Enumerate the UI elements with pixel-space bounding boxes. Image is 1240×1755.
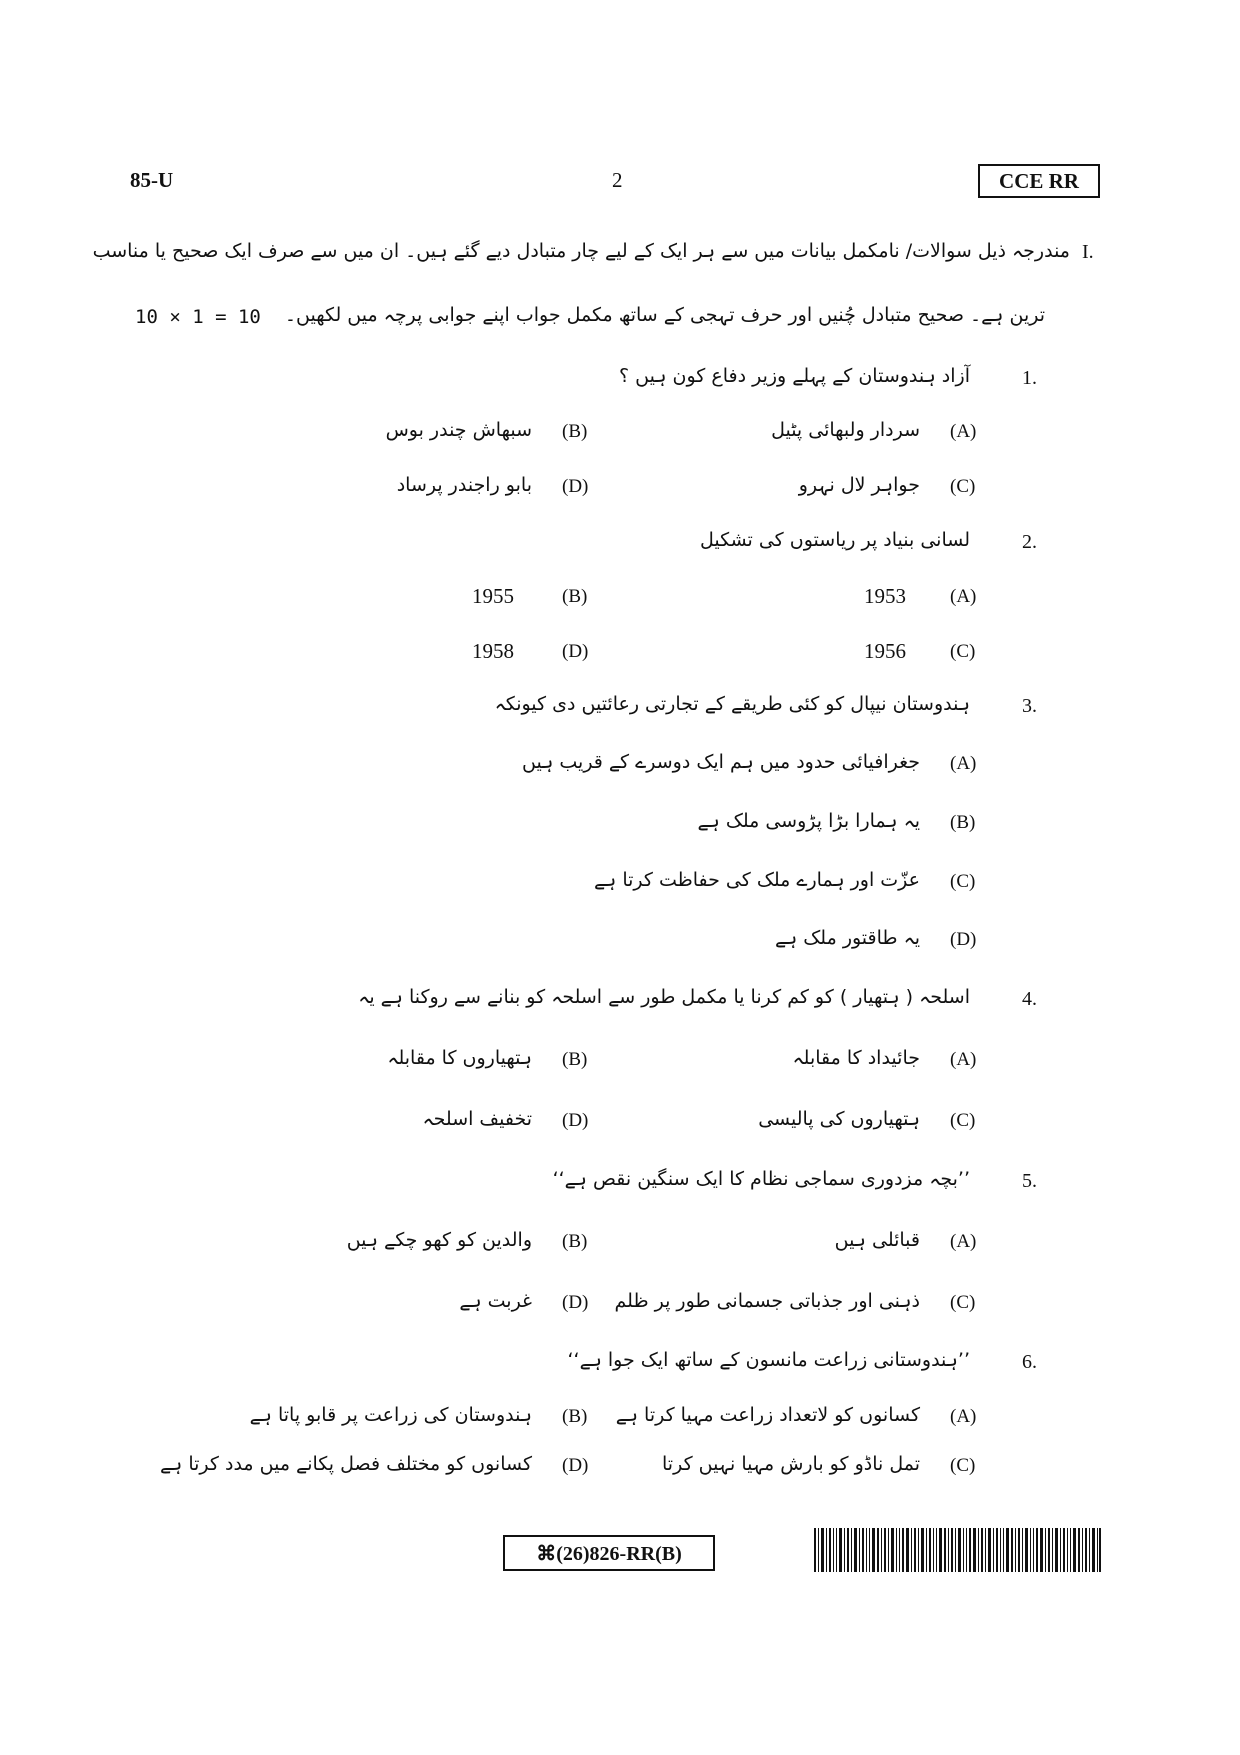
option-text: غربت ہے [459,1290,532,1312]
question-text: ہندوستان نیپال کو کئی طریقے کے تجارتی رعائتیں دی کیونکہ [494,693,970,715]
option-text: سردار ولبھائی پٹیل [771,419,920,441]
option-text: ہتھیاروں کی پالیسی [758,1108,920,1130]
option-text: تمل ناڈو کو بارش مہیا نہیں کرتا [662,1453,920,1475]
option-text: جائیداد کا مقابلہ [792,1047,920,1069]
option-text: ذہنی اور جذباتی جسمانی طور پر ظلم [614,1290,920,1312]
series-box: CCE RR [978,164,1100,198]
option-text: کسانوں کو مختلف فصل پکانے میں مدد کرتا ہے [160,1453,532,1475]
option-label: (A) [950,1231,977,1252]
question-number: 2. [1022,531,1037,553]
option-label: (B) [562,421,588,442]
instruction-line-2: ترین ہے۔ صحیح متبادل چُنیں اور حرف تہجی کے ساتھ مکمل جواب اپنے جوابی پرچہ میں لکھیں۔ [284,304,1045,326]
option-text: عزّت اور ہمارے ملک کی حفاظت کرتا ہے [594,869,920,891]
paper-code: 85-U [130,168,174,192]
question-text: لسانی بنیاد پر ریاستوں کی تشکیل [699,529,970,551]
option-label: (A) [950,1049,977,1070]
option-label: (D) [562,1292,589,1313]
option-label: (D) [562,1110,589,1131]
booklet-code: ⌘(26)826-RR(B) [503,1535,715,1571]
option-label: (A) [950,753,977,774]
option-text: بابو راجندر پرساد [396,474,532,496]
option-text: 1958 [472,639,514,663]
option-text: قبائلی ہیں [834,1229,920,1251]
option-label: (D) [562,1455,589,1476]
question-text: اسلحہ ( ہتھیار ) کو کم کرنا یا مکمل طور سے اسلحہ کو بنانے سے روکنا ہے یہ [358,986,970,1008]
option-label: (D) [562,641,589,662]
option-label: (B) [562,1406,588,1427]
option-label: (C) [950,1110,976,1131]
option-text: والدین کو کھو چکے ہیں [346,1229,532,1251]
option-text: ہتھیاروں کا مقابلہ [387,1047,532,1069]
option-text: تخفیف اسلحہ [422,1108,532,1130]
option-label: (B) [562,1049,588,1070]
option-text: یہ ہمارا بڑا پڑوسی ملک ہے [697,810,920,832]
option-label: (B) [562,1231,588,1252]
option-label: (A) [950,421,977,442]
option-label: (B) [562,586,588,607]
option-text: جغرافیائی حدود میں ہم ایک دوسرے کے قریب ہیں [522,751,920,773]
option-text: یہ طاقتور ملک ہے [775,927,920,949]
option-text: 1955 [472,584,514,608]
option-label: (C) [950,641,976,662]
option-text: 1956 [864,639,906,663]
question-text: ’’ہندوستانی زراعت مانسون کے ساتھ ایک جوا ہے‘‘ [567,1349,970,1371]
option-label: (C) [950,871,976,892]
option-label: (C) [950,1292,976,1313]
question-number: 6. [1022,1351,1037,1373]
option-label: (D) [950,929,977,950]
option-label: (A) [950,1406,977,1427]
barcode-icon [814,1528,1101,1572]
option-text: کسانوں کو لاتعداد زراعت مہیا کرتا ہے [615,1404,920,1426]
question-number: 4. [1022,988,1037,1010]
question-number: 3. [1022,695,1037,717]
question-number: 5. [1022,1170,1037,1192]
question-text: ’’بچہ مزدوری سماجی نظام کا ایک سنگین نقص ہے‘‘ [552,1168,970,1190]
section-number: I. [1082,241,1094,263]
option-text: جواہر لال نہرو [798,474,920,496]
question-text: آزاد ہندوستان کے پہلے وزیر دفاع کون ہیں ؟ [619,365,970,387]
marks-allocation: 10 × 1 = 10 [135,306,261,328]
option-label: (D) [562,476,589,497]
option-label: (B) [950,812,976,833]
instruction-line-1: مندرجہ ذیل سوالات/ نامکمل بیانات میں سے ہر ایک کے لیے چار متبادل دیے گئے ہیں۔ ان میں سے صرف ایک صحیح یا مناسب [92,240,1070,262]
option-text: سبھاش چندر بوس [385,419,532,441]
option-text: 1953 [864,584,906,608]
option-label: (C) [950,476,976,497]
question-number: 1. [1022,367,1037,389]
option-label: (C) [950,1455,976,1476]
page-number: 2 [612,168,623,192]
option-label: (A) [950,586,977,607]
option-text: ہندوستان کی زراعت پر قابو پاتا ہے [249,1404,532,1426]
